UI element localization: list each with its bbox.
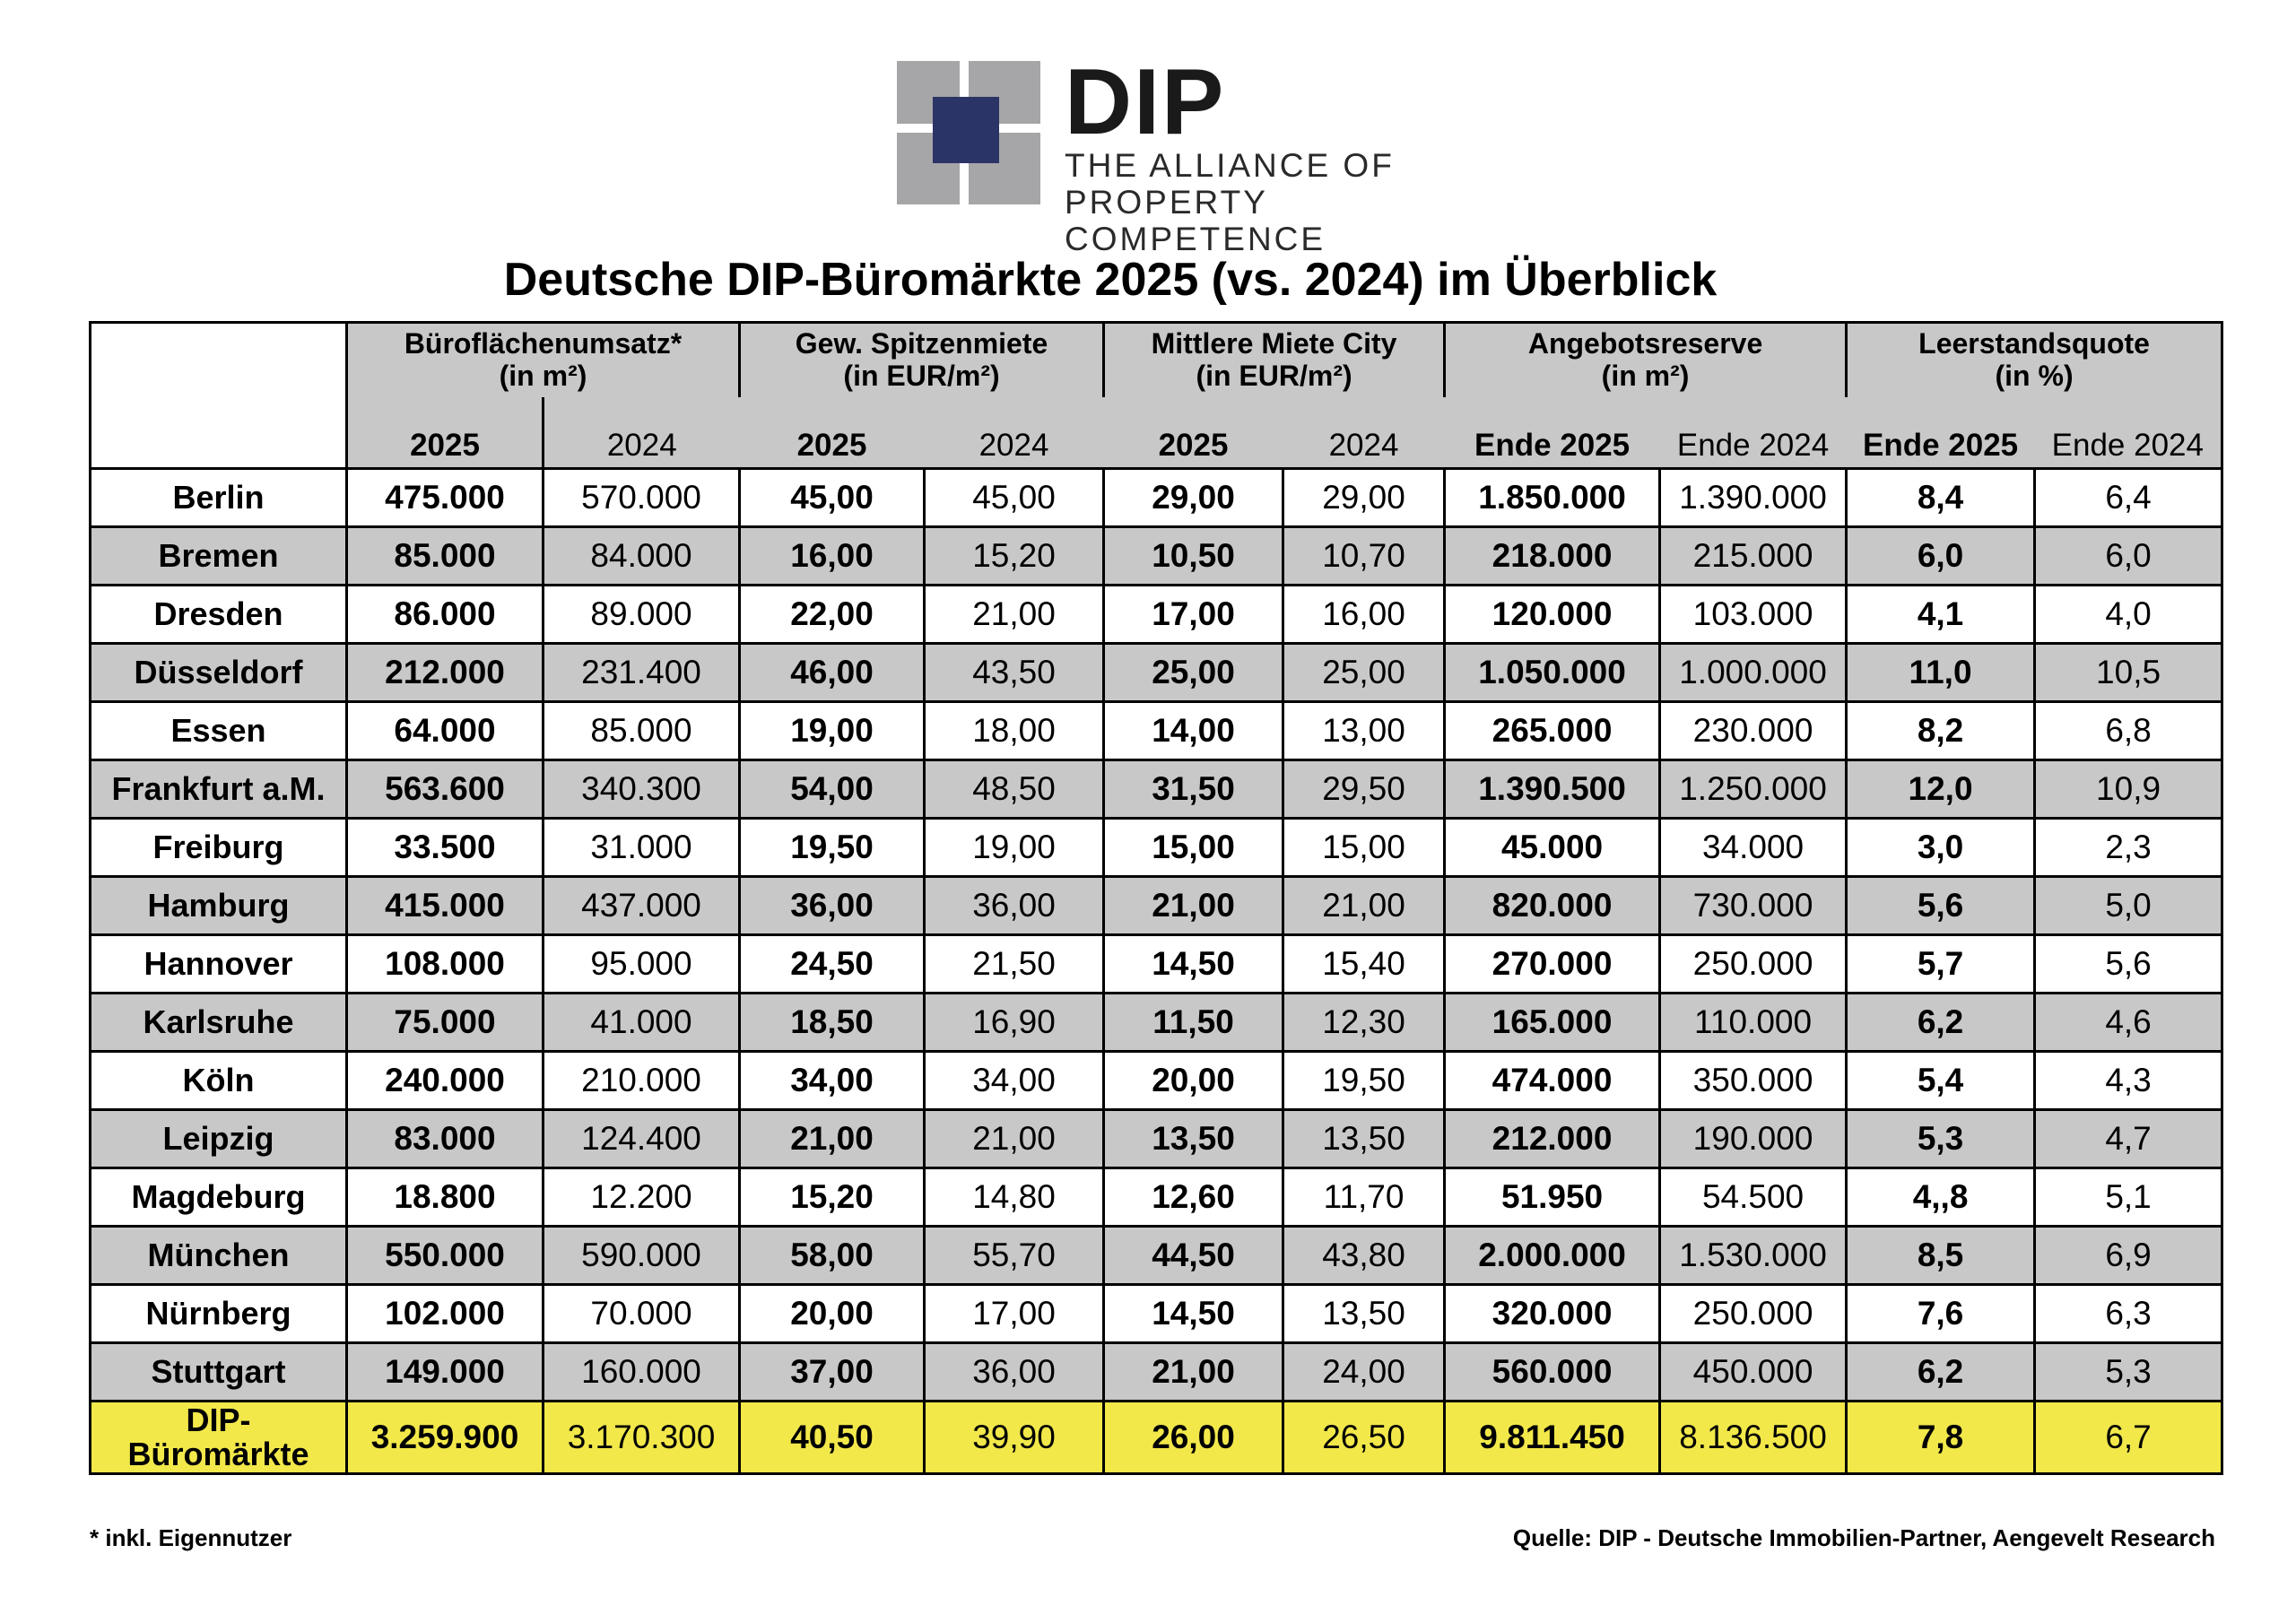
city-cell: Magdeburg <box>91 1168 347 1227</box>
total-value-current: 7,8 <box>1847 1402 2035 1474</box>
city-cell: Berlin <box>91 469 347 527</box>
city-cell: Leipzig <box>91 1110 347 1168</box>
value-cell-current: 212.000 <box>347 644 544 702</box>
value-cell-current: 1.050.000 <box>1445 644 1660 702</box>
value-cell-previous: 340.300 <box>544 760 740 819</box>
value-cell-previous: 48,50 <box>925 760 1104 819</box>
value-cell-current: 6,0 <box>1847 527 2035 586</box>
value-cell-current: 75.000 <box>347 994 544 1052</box>
table-header-years <box>91 397 2222 469</box>
value-cell-previous: 11,70 <box>1283 1168 1445 1227</box>
value-cell-previous: 36,00 <box>925 1343 1104 1402</box>
year-header-current: 2025 <box>347 397 544 469</box>
value-cell-current: 20,00 <box>1104 1052 1283 1110</box>
value-cell-previous: 36,00 <box>925 877 1104 935</box>
value-cell-current: 36,00 <box>740 877 925 935</box>
value-cell-previous: 2,3 <box>2035 819 2222 877</box>
table-row <box>91 1227 2222 1285</box>
value-cell-previous: 12,30 <box>1283 994 1445 1052</box>
value-cell-previous: 210.000 <box>544 1052 740 1110</box>
year-header-previous: Ende 2024 <box>1660 397 1847 469</box>
value-cell-previous: 250.000 <box>1660 935 1847 994</box>
total-value-previous: 8.136.500 <box>1660 1402 1847 1474</box>
value-cell-current: 21,00 <box>740 1110 925 1168</box>
total-label-line-1: DIP- <box>186 1402 251 1438</box>
value-cell-current: 474.000 <box>1445 1052 1660 1110</box>
value-cell-current: 5,4 <box>1847 1052 2035 1110</box>
value-cell-current: 265.000 <box>1445 702 1660 760</box>
value-cell-previous: 190.000 <box>1660 1110 1847 1168</box>
table-row <box>91 527 2222 586</box>
value-cell-previous: 21,00 <box>1283 877 1445 935</box>
logo-tagline-2: PROPERTY COMPETENCE <box>1065 184 1326 257</box>
value-cell-previous: 89.000 <box>544 586 740 644</box>
dip-logo-mark-icon <box>897 61 1040 204</box>
year-header-previous: Ende 2024 <box>2035 397 2222 469</box>
value-cell-current: 820.000 <box>1445 877 1660 935</box>
value-cell-current: 45,00 <box>740 469 925 527</box>
value-cell-previous: 17,00 <box>925 1285 1104 1343</box>
value-cell-previous: 13,50 <box>1283 1285 1445 1343</box>
value-cell-previous: 4,6 <box>2035 994 2222 1052</box>
value-cell-previous: 570.000 <box>544 469 740 527</box>
value-cell-current: 6,2 <box>1847 994 2035 1052</box>
value-cell-previous: 110.000 <box>1660 994 1847 1052</box>
city-cell: München <box>91 1227 347 1285</box>
table-row <box>91 1168 2222 1227</box>
value-cell-previous: 34,00 <box>925 1052 1104 1110</box>
value-cell-previous: 43,50 <box>925 644 1104 702</box>
year-header-previous: 2024 <box>925 397 1104 469</box>
table-row <box>91 1110 2222 1168</box>
value-cell-current: 14,50 <box>1104 1285 1283 1343</box>
city-cell: Karlsruhe <box>91 994 347 1052</box>
value-cell-previous: 43,80 <box>1283 1227 1445 1285</box>
value-cell-previous: 85.000 <box>544 702 740 760</box>
city-cell: Dresden <box>91 586 347 644</box>
value-cell-previous: 54.500 <box>1660 1168 1847 1227</box>
value-cell-current: 12,0 <box>1847 760 2035 819</box>
value-cell-current: 14,50 <box>1104 935 1283 994</box>
city-cell: Hannover <box>91 935 347 994</box>
dip-logo <box>897 50 1525 257</box>
logo-wordmark <box>1065 50 1525 257</box>
value-cell-current: 34,00 <box>740 1052 925 1110</box>
value-cell-previous: 15,20 <box>925 527 1104 586</box>
value-cell-previous: 4,7 <box>2035 1110 2222 1168</box>
value-cell-current: 18,50 <box>740 994 925 1052</box>
value-cell-current: 475.000 <box>347 469 544 527</box>
value-cell-previous: 12.200 <box>544 1168 740 1227</box>
group-header-vacancy-rate: Leerstandsquote (in %) <box>1847 323 2222 398</box>
value-cell-current: 4,,8 <box>1847 1168 2035 1227</box>
value-cell-previous: 5,3 <box>2035 1343 2222 1402</box>
year-header-current: Ende 2025 <box>1847 397 2035 469</box>
value-cell-current: 21,00 <box>1104 1343 1283 1402</box>
value-cell-current: 37,00 <box>740 1343 925 1402</box>
value-cell-previous: 1.250.000 <box>1660 760 1847 819</box>
value-cell-current: 165.000 <box>1445 994 1660 1052</box>
value-cell-previous: 16,90 <box>925 994 1104 1052</box>
table-row <box>91 702 2222 760</box>
value-cell-previous: 13,50 <box>1283 1110 1445 1168</box>
table-row <box>91 877 2222 935</box>
total-value-current: 9.811.450 <box>1445 1402 1660 1474</box>
table-row <box>91 819 2222 877</box>
value-cell-previous: 1.390.000 <box>1660 469 1847 527</box>
page-title: Deutsche DIP-Büromärkte 2025 (vs. 2024) im Überblick <box>503 254 1718 306</box>
value-cell-current: 8,4 <box>1847 469 2035 527</box>
value-cell-current: 240.000 <box>347 1052 544 1110</box>
value-cell-current: 15,20 <box>740 1168 925 1227</box>
total-value-current: 3.259.900 <box>347 1402 544 1474</box>
value-cell-previous: 6,4 <box>2035 469 2222 527</box>
value-cell-previous: 84.000 <box>544 527 740 586</box>
value-cell-previous: 590.000 <box>544 1227 740 1285</box>
value-cell-previous: 5,6 <box>2035 935 2222 994</box>
year-header-previous: 2024 <box>1283 397 1445 469</box>
value-cell-current: 10,50 <box>1104 527 1283 586</box>
table-row-total <box>91 1402 2222 1474</box>
city-cell: Freiburg <box>91 819 347 877</box>
value-cell-previous: 16,00 <box>1283 586 1445 644</box>
value-cell-previous: 21,00 <box>925 1110 1104 1168</box>
value-cell-current: 12,60 <box>1104 1168 1283 1227</box>
value-cell-current: 3,0 <box>1847 819 2035 877</box>
value-cell-current: 58,00 <box>740 1227 925 1285</box>
total-value-previous: 6,7 <box>2035 1402 2222 1474</box>
table-row <box>91 994 2222 1052</box>
value-cell-previous: 6,8 <box>2035 702 2222 760</box>
value-cell-current: 550.000 <box>347 1227 544 1285</box>
value-cell-current: 44,50 <box>1104 1227 1283 1285</box>
value-cell-current: 8,2 <box>1847 702 2035 760</box>
value-cell-current: 29,00 <box>1104 469 1283 527</box>
value-cell-current: 16,00 <box>740 527 925 586</box>
value-cell-current: 22,00 <box>740 586 925 644</box>
value-cell-current: 17,00 <box>1104 586 1283 644</box>
value-cell-current: 6,2 <box>1847 1343 2035 1402</box>
value-cell-previous: 25,00 <box>1283 644 1445 702</box>
total-value-current: 26,00 <box>1104 1402 1283 1474</box>
value-cell-previous: 5,1 <box>2035 1168 2222 1227</box>
city-cell: Nürnberg <box>91 1285 347 1343</box>
year-header-current: Ende 2025 <box>1445 397 1660 469</box>
value-cell-previous: 450.000 <box>1660 1343 1847 1402</box>
value-cell-current: 31,50 <box>1104 760 1283 819</box>
value-cell-previous: 10,70 <box>1283 527 1445 586</box>
value-cell-current: 1.390.500 <box>1445 760 1660 819</box>
value-cell-current: 2.000.000 <box>1445 1227 1660 1285</box>
value-cell-previous: 24,00 <box>1283 1343 1445 1402</box>
logo-tagline-1: THE ALLIANCE OF <box>1065 147 1395 184</box>
value-cell-current: 1.850.000 <box>1445 469 1660 527</box>
group-header-office-take-up: Büroflächenumsatz* (in m²) <box>347 323 740 398</box>
value-cell-previous: 31.000 <box>544 819 740 877</box>
value-cell-current: 64.000 <box>347 702 544 760</box>
table-row <box>91 1285 2222 1343</box>
value-cell-current: 270.000 <box>1445 935 1660 994</box>
table-row <box>91 586 2222 644</box>
value-cell-previous: 250.000 <box>1660 1285 1847 1343</box>
year-header-previous: 2024 <box>544 397 740 469</box>
footnote: * inkl. Eigennutzer <box>90 1524 292 1551</box>
value-cell-previous: 1.530.000 <box>1660 1227 1847 1285</box>
value-cell-previous: 1.000.000 <box>1660 644 1847 702</box>
table-body <box>91 469 2222 1474</box>
table-row <box>91 1343 2222 1402</box>
group-header-average-rent-city: Mittlere Miete City (in EUR/m²) <box>1104 323 1445 398</box>
value-cell-previous: 15,00 <box>1283 819 1445 877</box>
value-cell-current: 24,50 <box>740 935 925 994</box>
value-cell-previous: 29,50 <box>1283 760 1445 819</box>
value-cell-previous: 95.000 <box>544 935 740 994</box>
value-cell-current: 20,00 <box>740 1285 925 1343</box>
value-cell-previous: 13,00 <box>1283 702 1445 760</box>
city-cell: Düsseldorf <box>91 644 347 702</box>
city-cell: Frankfurt a.M. <box>91 760 347 819</box>
value-cell-previous: 124.400 <box>544 1110 740 1168</box>
value-cell-current: 25,00 <box>1104 644 1283 702</box>
value-cell-current: 102.000 <box>347 1285 544 1343</box>
value-cell-current: 83.000 <box>347 1110 544 1168</box>
value-cell-current: 218.000 <box>1445 527 1660 586</box>
total-value-previous: 39,90 <box>925 1402 1104 1474</box>
value-cell-current: 11,50 <box>1104 994 1283 1052</box>
logo-name: DIP <box>1065 50 1226 154</box>
table-row <box>91 469 2222 527</box>
value-cell-current: 85.000 <box>347 527 544 586</box>
value-cell-current: 108.000 <box>347 935 544 994</box>
value-cell-current: 4,1 <box>1847 586 2035 644</box>
value-cell-current: 15,00 <box>1104 819 1283 877</box>
value-cell-current: 415.000 <box>347 877 544 935</box>
value-cell-previous: 437.000 <box>544 877 740 935</box>
value-cell-previous: 103.000 <box>1660 586 1847 644</box>
value-cell-current: 8,5 <box>1847 1227 2035 1285</box>
value-cell-previous: 41.000 <box>544 994 740 1052</box>
value-cell-previous: 19,00 <box>925 819 1104 877</box>
table-row <box>91 935 2222 994</box>
value-cell-current: 560.000 <box>1445 1343 1660 1402</box>
value-cell-previous: 21,50 <box>925 935 1104 994</box>
value-cell-current: 18.800 <box>347 1168 544 1227</box>
value-cell-previous: 215.000 <box>1660 527 1847 586</box>
group-header-prime-rent: Gew. Spitzenmiete (in EUR/m²) <box>740 323 1104 398</box>
city-cell: Essen <box>91 702 347 760</box>
value-cell-current: 19,50 <box>740 819 925 877</box>
table-row <box>91 1052 2222 1110</box>
value-cell-current: 5,7 <box>1847 935 2035 994</box>
value-cell-current: 5,3 <box>1847 1110 2035 1168</box>
value-cell-previous: 21,00 <box>925 586 1104 644</box>
value-cell-previous: 15,40 <box>1283 935 1445 994</box>
value-cell-current: 120.000 <box>1445 586 1660 644</box>
total-label-line-2: Büromärkte <box>127 1436 309 1472</box>
table-row <box>91 644 2222 702</box>
value-cell-current: 5,6 <box>1847 877 2035 935</box>
table-header-groups <box>91 323 2222 398</box>
value-cell-previous: 6,0 <box>2035 527 2222 586</box>
value-cell-current: 212.000 <box>1445 1110 1660 1168</box>
table-row <box>91 760 2222 819</box>
value-cell-current: 14,00 <box>1104 702 1283 760</box>
total-value-previous: 3.170.300 <box>544 1402 740 1474</box>
value-cell-previous: 350.000 <box>1660 1052 1847 1110</box>
value-cell-previous: 231.400 <box>544 644 740 702</box>
total-value-previous: 26,50 <box>1283 1402 1445 1474</box>
value-cell-previous: 5,0 <box>2035 877 2222 935</box>
value-cell-previous: 55,70 <box>925 1227 1104 1285</box>
city-cell: Bremen <box>91 527 347 586</box>
value-cell-previous: 70.000 <box>544 1285 740 1343</box>
value-cell-previous: 230.000 <box>1660 702 1847 760</box>
value-cell-previous: 6,9 <box>2035 1227 2222 1285</box>
city-cell: Hamburg <box>91 877 347 935</box>
office-market-table <box>89 321 2223 1475</box>
value-cell-current: 7,6 <box>1847 1285 2035 1343</box>
value-cell-previous: 4,0 <box>2035 586 2222 644</box>
city-cell: Köln <box>91 1052 347 1110</box>
value-cell-current: 51.950 <box>1445 1168 1660 1227</box>
value-cell-current: 21,00 <box>1104 877 1283 935</box>
value-cell-previous: 18,00 <box>925 702 1104 760</box>
value-cell-previous: 29,00 <box>1283 469 1445 527</box>
value-cell-current: 563.600 <box>347 760 544 819</box>
total-label-cell <box>91 1402 347 1474</box>
value-cell-previous: 10,9 <box>2035 760 2222 819</box>
value-cell-current: 320.000 <box>1445 1285 1660 1343</box>
value-cell-previous: 45,00 <box>925 469 1104 527</box>
year-header-current: 2025 <box>740 397 925 469</box>
value-cell-current: 86.000 <box>347 586 544 644</box>
value-cell-previous: 34.000 <box>1660 819 1847 877</box>
value-cell-current: 45.000 <box>1445 819 1660 877</box>
table-corner-cell <box>91 323 347 469</box>
value-cell-current: 149.000 <box>347 1343 544 1402</box>
total-value-current: 40,50 <box>740 1402 925 1474</box>
value-cell-current: 54,00 <box>740 760 925 819</box>
value-cell-current: 46,00 <box>740 644 925 702</box>
value-cell-previous: 19,50 <box>1283 1052 1445 1110</box>
value-cell-current: 11,0 <box>1847 644 2035 702</box>
city-cell: Stuttgart <box>91 1343 347 1402</box>
value-cell-current: 13,50 <box>1104 1110 1283 1168</box>
value-cell-previous: 4,3 <box>2035 1052 2222 1110</box>
value-cell-previous: 14,80 <box>925 1168 1104 1227</box>
value-cell-previous: 730.000 <box>1660 877 1847 935</box>
value-cell-previous: 160.000 <box>544 1343 740 1402</box>
value-cell-previous: 6,3 <box>2035 1285 2222 1343</box>
value-cell-previous: 10,5 <box>2035 644 2222 702</box>
group-header-supply-reserve: Angebotsreserve (in m²) <box>1445 323 1847 398</box>
source-note: Quelle: DIP - Deutsche Immobilien-Partner, Aengevelt Research <box>1512 1524 2215 1551</box>
value-cell-current: 19,00 <box>740 702 925 760</box>
year-header-current: 2025 <box>1104 397 1283 469</box>
value-cell-current: 33.500 <box>347 819 544 877</box>
